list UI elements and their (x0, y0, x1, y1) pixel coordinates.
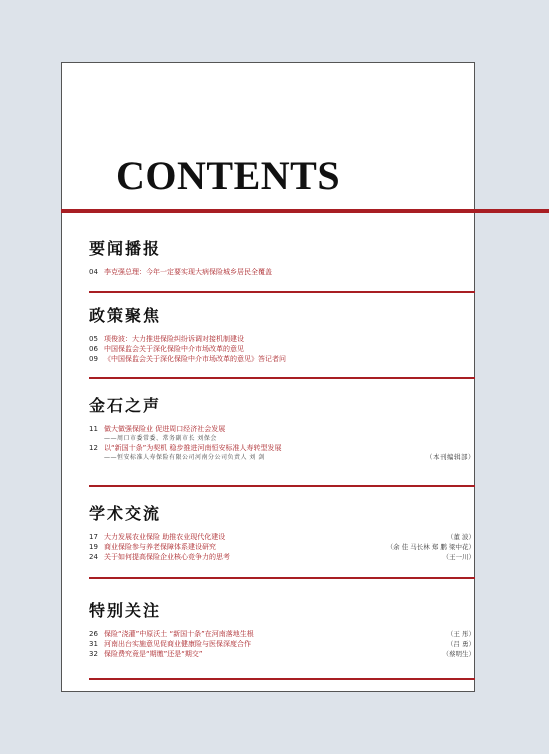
subtitle-text: ——周口市委常委、常务副市长 刘保会 (104, 435, 217, 442)
title-rule (61, 209, 549, 213)
section-heading: 要闻播报 (89, 239, 162, 258)
page-number: 31 (89, 640, 98, 648)
toc-entry[interactable] (89, 443, 475, 453)
entry-title: 《中国保监会关于深化保险中介市场改革的意见》答记者问 (104, 355, 286, 363)
entry-subtitle (89, 434, 475, 443)
section-voices (89, 396, 475, 462)
entry-author: （王 彤） (446, 630, 475, 638)
subtitle-text: ——恒安标准人寿保险有限公司河南分公司负责人 刘 剑 (104, 454, 265, 461)
section-rule (89, 485, 475, 487)
entry-title: 保险“浇灌”中原沃土 “新国十条”在河南落地生根 (104, 630, 254, 638)
section-academic (89, 504, 475, 562)
toc-entry[interactable] (89, 354, 475, 364)
page-number: 17 (89, 533, 98, 541)
entry-title: 商业保险参与养老保障体系建设研究 (104, 543, 216, 551)
toc-entry[interactable] (89, 532, 475, 542)
subtitle-author: （本刊编辑部） (426, 453, 475, 461)
page-number: 05 (89, 335, 98, 343)
entry-title: 以“新国十条”为契机 稳步推进河南恒安标准人寿转型发展 (104, 444, 282, 452)
toc-entry[interactable] (89, 424, 475, 434)
toc-entry[interactable] (89, 649, 475, 659)
page-number: 26 (89, 630, 98, 638)
section-focus (89, 601, 475, 659)
page-number: 19 (89, 543, 98, 551)
entry-author: （王一川） (442, 553, 475, 561)
section-policy (89, 306, 475, 364)
contents-page (61, 62, 475, 692)
entry-author: （董 波） (446, 533, 475, 541)
page-number: 04 (89, 268, 98, 276)
toc-entry[interactable] (89, 552, 475, 562)
entry-title: 做大做强保险业 促进周口经济社会发展 (104, 425, 226, 433)
page-number: 09 (89, 355, 98, 363)
section-heading: 学术交流 (89, 504, 162, 523)
section-heading: 金石之声 (89, 396, 162, 415)
page-number: 06 (89, 345, 98, 353)
entry-title: 大力发展农业保险 助推农业现代化建设 (104, 533, 226, 541)
toc-entry[interactable] (89, 267, 475, 277)
entry-author: （余 佳 马长林 郑 鹏 梁中花） (386, 543, 475, 551)
entry-subtitle (89, 453, 475, 462)
entry-title: 李克强总理：今年一定要实现大病保险城乡居民全覆盖 (104, 268, 272, 276)
toc-entry[interactable] (89, 629, 475, 639)
contents-title: CONTENTS (116, 153, 341, 198)
toc-entry[interactable] (89, 334, 475, 344)
page-number: 12 (89, 444, 98, 452)
section-rule (89, 577, 475, 579)
entry-author: （蔡明生） (442, 650, 475, 658)
entry-title: 保险费究竟是“期缴”还是“期交” (104, 650, 203, 658)
section-heading: 特别关注 (89, 601, 162, 620)
page-number: 11 (89, 425, 98, 433)
entry-title: 中国保监会关于深化保险中介市场改革的意见 (104, 345, 244, 353)
page-number: 32 (89, 650, 98, 658)
toc-entry[interactable] (89, 344, 475, 354)
section-rule (89, 291, 475, 293)
page-number: 24 (89, 553, 98, 561)
entry-title: 关于如何提高保险企业核心竞争力的思考 (104, 553, 230, 561)
section-heading: 政策聚焦 (89, 306, 162, 325)
section-rule (89, 377, 475, 379)
entry-title: 项俊波：大力推进保险纠纷诉调对接机制建设 (104, 335, 244, 343)
entry-title: 河南出台实施意见促商业健康险与医保深度合作 (104, 640, 251, 648)
section-rule (89, 678, 475, 680)
toc-entry[interactable] (89, 639, 475, 649)
toc-entry[interactable] (89, 542, 475, 552)
section-news (89, 239, 475, 277)
entry-author: （吕 勇） (446, 640, 475, 648)
